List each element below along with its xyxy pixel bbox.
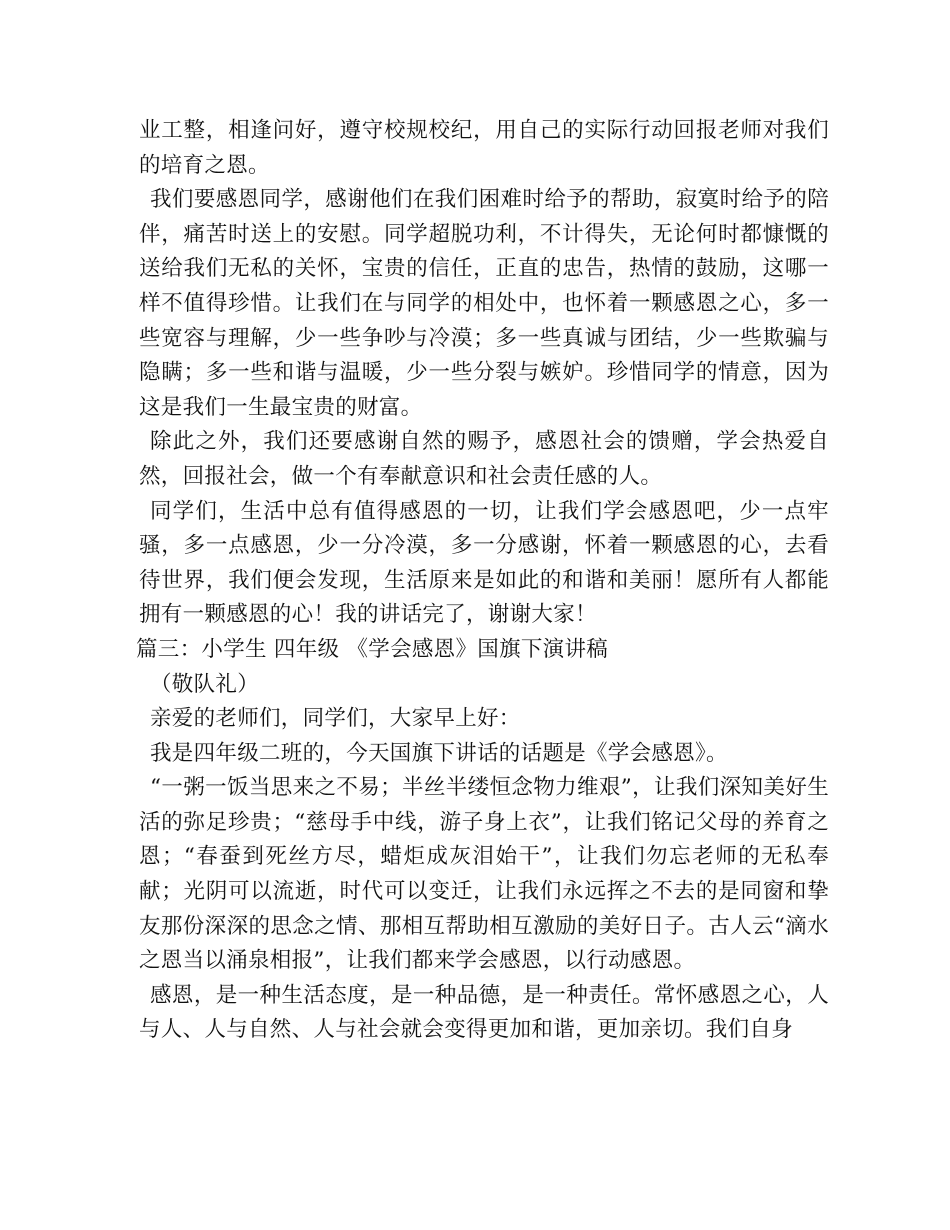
paragraph-3: 除此之外，我们还要感谢自然的赐予，感恩社会的馈赠，学会热爱自然，回报社会，做一个有奉献意识和社会责任感的人。 (139, 429, 829, 489)
paragraph-1: 业工整，相逢问好，遵守校规校纪，用自己的实际行动回报老师对我们的培育之恩。 (139, 118, 829, 178)
paragraph-salute: （敬队礼） (150, 671, 260, 697)
document-body (136, 114, 829, 1048)
paragraph-quotes: “一粥一饭当思来之不易；半丝半缕恒念物力维艰”，让我们深知美好生活的弥足珍贵；“慈母手中线，游子身上衣”，让我们铭记父母的养育之恩；“春蚕到死丝方尽，蜡炬成灰泪始干”，让我们勿忘老师的无私奉献；光阴可以流逝，时代可以变迁，让我们永远挥之不去的是同窗和挚友那份深深的思念之情、那相互帮助相互激励的美好日子。古人云“滴水之恩当以涌泉相报”，让我们都来学会感恩，以行动感恩。 (139, 775, 829, 974)
paragraph-4: 同学们，生活中总有值得感恩的一切，让我们学会感恩吧，少一点牢骚，多一点感恩，少一分冷漠，多一分感谢，怀着一颗感恩的心，去看待世界，我们便会发现，生活原来是如此的和谐和美丽！愿所有人都能拥有一颗感恩的心！我的讲话完了，谢谢大家！ (139, 498, 829, 628)
paragraph-gratitude: 感恩，是一种生活态度，是一种品德，是一种责任。常怀感恩之心，人与人、人与自然、人与社会就会变得更加和谐，更加亲切。我们自身 (139, 982, 829, 1043)
section-heading: 篇三：小学生 四年级 《学会感恩》国旗下演讲稿 (136, 636, 609, 662)
paragraph-topic: 我是四年级二班的，今天国旗下讲话的话题是《学会感恩》。 (150, 740, 728, 766)
paragraph-greeting: 亲爱的老师们，同学们，大家早上好： (150, 706, 521, 732)
paragraph-2: 我们要感恩同学，感谢他们在我们困难时给予的帮助，寂寞时给予的陪伴，痛苦时送上的安慰。同学超脱功利，不计得失，无论何时都慷慨的送给我们无私的关怀，宝贵的信任，正直的忠告，热情的鼓励，这哪一样不值得珍惜。让我们在与同学的相处中，也怀着一颗感恩之心，多一些宽容与理解，少一些争吵与冷漠；多一些真诚与团结，少一些欺骗与隐瞒；多一些和谐与温暖，少一些分裂与嫉妒。珍惜同学的情意，因为这是我们一生最宝贵的财富。 (139, 187, 829, 420)
